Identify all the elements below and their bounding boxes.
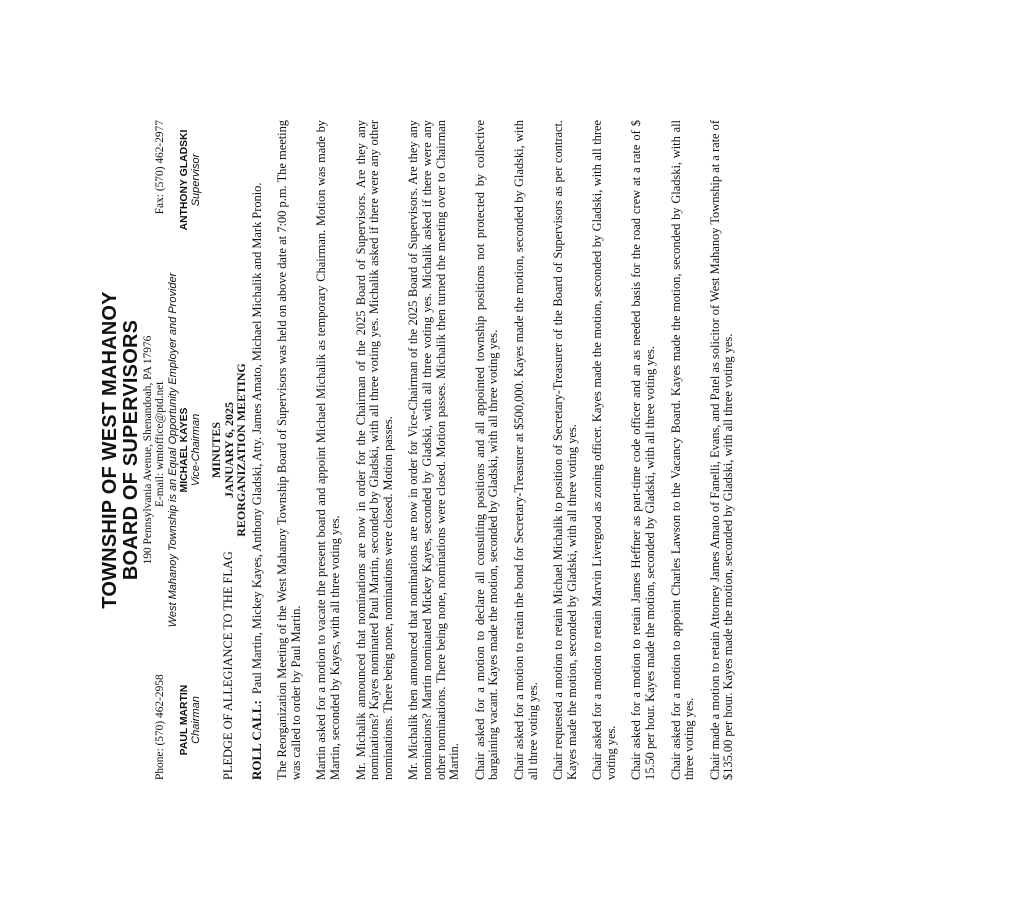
minutes-paragraph: Chair asked for a motion to declare all consulting positions and all appointed township positions not protected by collective bargaining vacant. Kayes made the motion, seconded by Gladski, with all three voting yes. (472, 120, 501, 780)
meeting-date: JANUARY 6, 2025 (221, 401, 236, 499)
officer-vice-chairman (179, 390, 202, 510)
roll-call-label: ROLL CALL: (248, 700, 264, 780)
letterhead (100, 120, 202, 780)
fax-number: Fax: (570) 462-2977 (154, 120, 167, 215)
roll-call (250, 120, 265, 780)
minutes-paragraph: The Reorganization Meeting of the West Mahanoy Township Board of Supervisors was held on above date at 7:00 p.m. The meeting was called to order by Paul Martin. (275, 120, 303, 780)
minutes-paragraph: Chair asked for a motion to appoint Charles Lawson to the Vacancy Board. Kayes made the motion, seconded by Gladski, with all three voting yes. (668, 120, 697, 780)
officer-name: PAUL MARTIN (178, 684, 190, 756)
minutes-paragraph: Martin asked for a motion to vacate the present board and appoint Michael Michalik as temporary Chairman. Motion was made by Martin, seconded by Kayes, with all three voting yes. (314, 120, 342, 780)
officer-chairman (179, 660, 202, 780)
officer-title: Vice-Chairman (190, 413, 203, 487)
officer-supervisor (179, 120, 202, 240)
meeting-type: REORGANIZATION MEETING (234, 363, 249, 537)
board-title: BOARD OF SUPERVISORS (120, 319, 142, 581)
minutes-label: MINUTES (209, 422, 224, 479)
minutes-paragraph: Chair asked for a motion to retain Marvin Livergood as zoning officer. Kayes made the motion, seconded by Gladski, with all three voting yes. (590, 120, 618, 780)
email-address: E-mail: wmtoffice@ptd.net (154, 381, 167, 508)
officers-row (179, 120, 202, 780)
address-line: 190 Pennsylvania Avenue, Shenandoah, PA 17976 (142, 335, 154, 565)
minutes-paragraph: Chair requested a motion to retain Michael Michalik to position of Secretary-Treasurer of the Board of Supervisors as per contract. Kayes made the motion, seconded by Gladski, with all three voting yes. (551, 120, 579, 780)
phone-number: Phone: (570) 462-2958 (154, 674, 167, 780)
pledge-of-allegiance: PLEDGE OF ALLEGIANCE TO THE FLAG (221, 551, 235, 780)
officer-title: Chairman (190, 696, 203, 744)
officer-title: Supervisor (190, 153, 203, 207)
rotated-document-page (100, 0, 980, 900)
minutes-paragraph: Mr. Michalik then announced that nominations are now in order for Vice-Chairman of the 2025 Board of Supervisors. Are they any nominations? Martin nominated Mickey Kayes, seconded by Gladski, with all three voting yes. Michalik asked if there were any other nominations. There being none, nominations were closed. Motion passes. Michalik then turned the meeting over to Chairman Martin. (406, 120, 462, 780)
minutes-paragraph: Chair asked for a motion to retain James Heffner as part-time code officer and an as needed basis for the road crew at a rate of $ 15.50 per hour. Kayes made the motion, seconded by Gladski, with all three voting yes. (629, 120, 658, 780)
document-body (100, 120, 736, 900)
minutes-paragraph: Chair made a motion to retain Attorney James Amato of Fanelli, Evans, and Patel as solicitor of West Mahanoy Township at a rate of $135.00 per hour. Kayes made the motion, seconded by Gladski, with all three voting yes. (707, 120, 736, 780)
officer-name: ANTHONY GLADSKI (178, 129, 190, 231)
minutes-paragraph: Chair asked for a motion to retain the bond for Secretary-Treasurer at $500,000. Kayes made the motion, seconded by Gladski, with all three voting yes. (511, 120, 540, 780)
roll-call-attendees: Paul Martin, Mickey Kayes, Anthony Gladski, Atty. James Amato, Michael Michalik and Mark Pronio. (249, 182, 264, 695)
township-title: TOWNSHIP OF WEST MAHANOY (99, 291, 121, 609)
officer-name: MICHAEL KAYES (178, 407, 190, 493)
minutes-paragraph: Mr. Michalik announced that nominations are now in order for the Chairman of the 2025 Board of Supervisors. Are they any nominations? Kayes nominated Paul Martin, seconded by Gladski, with all three voting yes. Michalik asked if there were any other nominations. There being none, nominations were closed. Motion passes. (353, 120, 395, 780)
equal-opportunity-statement: West Mahanoy Township is an Equal Opportunity Employer and Provider (166, 272, 179, 628)
contact-row (154, 120, 166, 780)
